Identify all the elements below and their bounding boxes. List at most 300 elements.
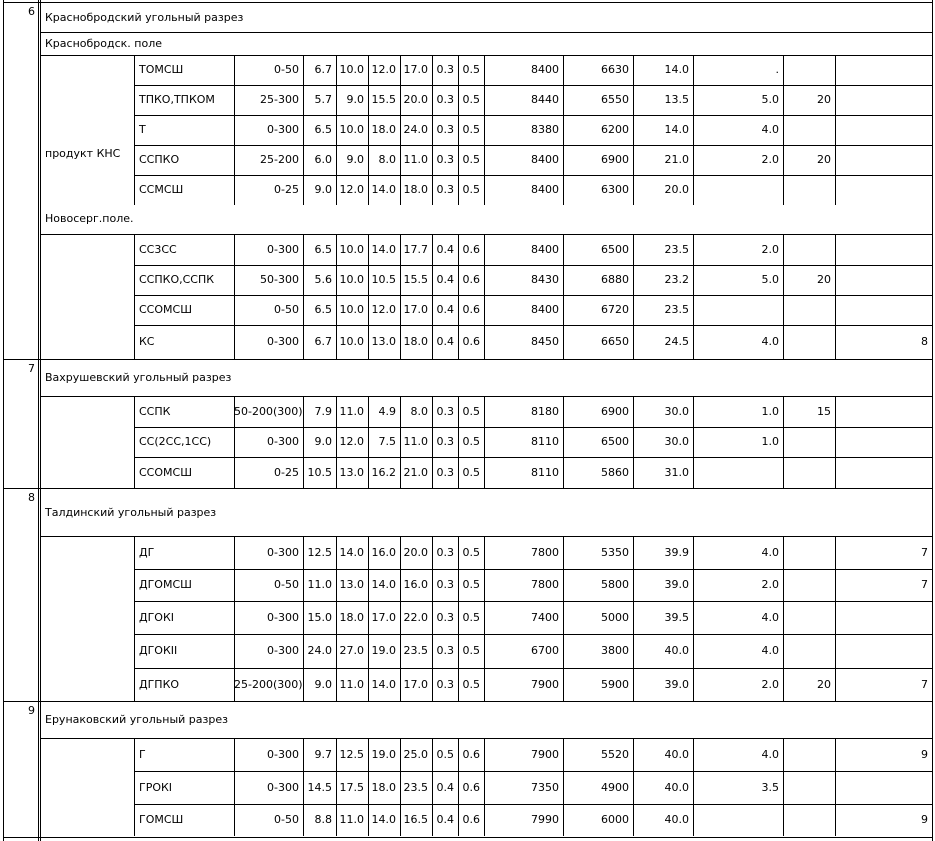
value-cell: 23.5: [664, 303, 689, 316]
column-rule: [38, 0, 39, 841]
value-cell: 30.0: [664, 435, 689, 448]
value-cell: 0.3: [436, 93, 454, 106]
value-cell: 0.3: [436, 611, 454, 624]
value-cell: 0-300: [267, 781, 299, 794]
value-cell: 8400: [531, 153, 559, 166]
value-cell: 10.0: [339, 303, 364, 316]
value-cell: 12.0: [339, 435, 364, 448]
value-cell: 16.0: [371, 546, 396, 559]
value-cell: 14.0: [371, 813, 396, 826]
section-number: 6: [28, 5, 35, 18]
value-cell: 30.0: [664, 405, 689, 418]
value-cell: 0-50: [274, 303, 299, 316]
grade-cell: ДГОКI: [139, 611, 175, 624]
value-cell: 20.0: [403, 93, 428, 106]
value-cell: 0.5: [462, 93, 480, 106]
value-cell: 40.0: [664, 748, 689, 761]
value-cell: 6650: [601, 335, 629, 348]
value-cell: 18.0: [403, 335, 428, 348]
value-cell: 0.3: [436, 123, 454, 136]
value-cell: 5520: [601, 748, 629, 761]
column-rule: [783, 738, 784, 836]
value-cell: 9.0: [346, 93, 364, 106]
value-cell: 9: [921, 748, 928, 761]
value-cell: 0-25: [274, 466, 299, 479]
value-cell: 2.0: [761, 243, 779, 256]
value-cell: 7900: [531, 678, 559, 691]
value-cell: 8.8: [314, 813, 332, 826]
grade-cell: СС3СС: [139, 243, 177, 256]
product-label: продукт КНС: [45, 147, 121, 160]
section-number: 8: [28, 491, 35, 504]
value-cell: 50-300: [260, 273, 299, 286]
value-cell: 4.0: [761, 123, 779, 136]
value-cell: 0.4: [436, 335, 454, 348]
value-cell: 5.6: [314, 273, 332, 286]
column-rule: [3, 0, 4, 841]
value-cell: 20: [817, 678, 831, 691]
value-cell: 13.5: [664, 93, 689, 106]
value-cell: 20.0: [664, 183, 689, 196]
value-cell: 0-50: [274, 578, 299, 591]
value-cell: 5860: [601, 466, 629, 479]
column-rule: [835, 536, 836, 701]
value-cell: 24.5: [664, 335, 689, 348]
value-cell: 0.5: [462, 123, 480, 136]
value-cell: 39.0: [664, 578, 689, 591]
column-rule: [835, 396, 836, 488]
value-cell: 9.0: [314, 435, 332, 448]
value-cell: 14.0: [664, 63, 689, 76]
value-cell: 0.5: [462, 546, 480, 559]
value-cell: 6000: [601, 813, 629, 826]
value-cell: 23.2: [664, 273, 689, 286]
value-cell: 8400: [531, 243, 559, 256]
value-cell: 23.5: [403, 644, 428, 657]
value-cell: 6.5: [314, 243, 332, 256]
row-rule: [134, 325, 933, 326]
value-cell: 17.0: [403, 63, 428, 76]
value-cell: 0.4: [436, 813, 454, 826]
section-title: Краснобродский угольный разрез: [45, 11, 244, 24]
value-cell: 0.4: [436, 781, 454, 794]
value-cell: 17.0: [403, 678, 428, 691]
grade-cell: ДГОМСШ: [139, 578, 192, 591]
value-cell: 18.0: [371, 123, 396, 136]
value-cell: 10.0: [339, 243, 364, 256]
value-cell: 17.7: [403, 243, 428, 256]
value-cell: 9.0: [314, 183, 332, 196]
value-cell: 18.0: [371, 781, 396, 794]
value-cell: 27.0: [339, 644, 364, 657]
value-cell: 0.6: [462, 781, 480, 794]
row-rule: [3, 701, 933, 702]
row-rule: [134, 145, 933, 146]
value-cell: 24.0: [403, 123, 428, 136]
value-cell: 25-200(300): [234, 678, 303, 691]
value-cell: 0-300: [267, 243, 299, 256]
value-cell: 31.0: [664, 466, 689, 479]
value-cell: 0.3: [436, 578, 454, 591]
value-cell: 4.0: [761, 335, 779, 348]
value-cell: 10.0: [339, 273, 364, 286]
value-cell: 0.3: [436, 644, 454, 657]
value-cell: 0.5: [462, 63, 480, 76]
grade-cell: ССОМСШ: [139, 466, 192, 479]
value-cell: 6.5: [314, 303, 332, 316]
row-rule: [134, 601, 933, 602]
value-cell: 6900: [601, 153, 629, 166]
value-cell: 6720: [601, 303, 629, 316]
value-cell: 11.0: [403, 435, 428, 448]
value-cell: 18.0: [339, 611, 364, 624]
value-cell: 50-200(300): [234, 405, 303, 418]
value-cell: 5.0: [761, 273, 779, 286]
value-cell: 0.3: [436, 466, 454, 479]
grade-cell: ТОМСШ: [139, 63, 184, 76]
row-rule: [40, 55, 933, 56]
value-cell: 3.5: [761, 781, 779, 794]
value-cell: 4.0: [761, 748, 779, 761]
value-cell: 7: [921, 578, 928, 591]
value-cell: 14.0: [371, 183, 396, 196]
value-cell: 0-300: [267, 611, 299, 624]
column-rule: [932, 0, 933, 841]
value-cell: 14.0: [371, 243, 396, 256]
column-rule: [134, 536, 135, 701]
value-cell: 0.3: [436, 63, 454, 76]
value-cell: 12.0: [339, 183, 364, 196]
column-rule: [783, 234, 784, 359]
field-label: Краснобродск. поле: [45, 37, 163, 50]
value-cell: 10.0: [339, 63, 364, 76]
value-cell: 0-300: [267, 123, 299, 136]
value-cell: 6.5: [314, 123, 332, 136]
value-cell: 6300: [601, 183, 629, 196]
grade-cell: КС: [139, 335, 155, 348]
value-cell: 21.0: [664, 153, 689, 166]
value-cell: 39.0: [664, 678, 689, 691]
value-cell: 18.0: [403, 183, 428, 196]
value-cell: 6.7: [314, 335, 332, 348]
value-cell: 25-300: [260, 93, 299, 106]
value-cell: 8: [921, 335, 928, 348]
value-cell: 7800: [531, 578, 559, 591]
value-cell: 10.5: [371, 273, 396, 286]
value-cell: 6500: [601, 243, 629, 256]
value-cell: 23.5: [403, 781, 428, 794]
value-cell: 6550: [601, 93, 629, 106]
value-cell: 8440: [531, 93, 559, 106]
value-cell: 0.6: [462, 335, 480, 348]
grade-cell: Г: [139, 748, 146, 761]
value-cell: 0.3: [436, 153, 454, 166]
value-cell: 2.0: [761, 678, 779, 691]
grade-cell: ССМСШ: [139, 183, 184, 196]
row-rule: [3, 2, 933, 3]
value-cell: 1.0: [761, 405, 779, 418]
value-cell: 0-50: [274, 813, 299, 826]
value-cell: 11.0: [339, 813, 364, 826]
value-cell: 0.5: [436, 748, 454, 761]
value-cell: .: [775, 63, 779, 76]
value-cell: 6200: [601, 123, 629, 136]
grade-cell: ДГОКII: [139, 644, 178, 657]
section-number: 7: [28, 362, 35, 375]
grade-cell: ССОМСШ: [139, 303, 192, 316]
value-cell: 5800: [601, 578, 629, 591]
value-cell: 0.4: [436, 273, 454, 286]
value-cell: 0.5: [462, 611, 480, 624]
value-cell: 6.0: [314, 153, 332, 166]
value-cell: 5.0: [761, 93, 779, 106]
grade-cell: ДГПКО: [139, 678, 180, 691]
value-cell: 22.0: [403, 611, 428, 624]
row-rule: [134, 569, 933, 570]
value-cell: 16.2: [371, 466, 396, 479]
value-cell: 12.0: [371, 63, 396, 76]
row-rule: [134, 668, 933, 669]
value-cell: 0.4: [436, 303, 454, 316]
grade-cell: ССПКО: [139, 153, 180, 166]
value-cell: 9: [921, 813, 928, 826]
value-cell: 20.0: [403, 546, 428, 559]
value-cell: 0.3: [436, 678, 454, 691]
value-cell: 0.5: [462, 405, 480, 418]
row-rule: [134, 175, 933, 176]
value-cell: 4.0: [761, 546, 779, 559]
value-cell: 3800: [601, 644, 629, 657]
row-rule: [134, 265, 933, 266]
value-cell: 19.0: [371, 748, 396, 761]
value-cell: 11.0: [339, 405, 364, 418]
value-cell: 0.6: [462, 813, 480, 826]
value-cell: 11.0: [339, 678, 364, 691]
column-rule: [40, 0, 41, 841]
value-cell: 6500: [601, 435, 629, 448]
value-cell: 13.0: [371, 335, 396, 348]
value-cell: 10.0: [339, 335, 364, 348]
value-cell: 12.5: [339, 748, 364, 761]
column-rule: [835, 55, 836, 205]
value-cell: 9.7: [314, 748, 332, 761]
value-cell: 7: [921, 546, 928, 559]
column-rule: [134, 55, 135, 205]
value-cell: 20: [817, 153, 831, 166]
row-rule: [134, 295, 933, 296]
value-cell: 8380: [531, 123, 559, 136]
section-title: Талдинский угольный разрез: [45, 506, 217, 519]
section-number: 9: [28, 704, 35, 717]
value-cell: 5000: [601, 611, 629, 624]
value-cell: 20: [817, 273, 831, 286]
value-cell: 9.0: [346, 153, 364, 166]
value-cell: 12.0: [371, 303, 396, 316]
grade-cell: ГРОКI: [139, 781, 173, 794]
row-rule: [134, 771, 933, 772]
value-cell: 1.0: [761, 435, 779, 448]
value-cell: 7900: [531, 748, 559, 761]
value-cell: 17.0: [403, 303, 428, 316]
row-rule: [134, 85, 933, 86]
value-cell: 8400: [531, 63, 559, 76]
value-cell: 40.0: [664, 781, 689, 794]
value-cell: 6880: [601, 273, 629, 286]
value-cell: 0-300: [267, 335, 299, 348]
value-cell: 15: [817, 405, 831, 418]
value-cell: 8430: [531, 273, 559, 286]
value-cell: 7350: [531, 781, 559, 794]
value-cell: 4.0: [761, 644, 779, 657]
value-cell: 15.5: [371, 93, 396, 106]
value-cell: 5900: [601, 678, 629, 691]
value-cell: 16.5: [403, 813, 428, 826]
column-rule: [134, 738, 135, 836]
value-cell: 0.3: [436, 405, 454, 418]
column-rule: [134, 396, 135, 488]
value-cell: 13.0: [339, 578, 364, 591]
column-rule: [134, 234, 135, 359]
grade-cell: ГОМСШ: [139, 813, 184, 826]
value-cell: 15.0: [307, 611, 332, 624]
value-cell: 10.5: [307, 466, 332, 479]
value-cell: 8180: [531, 405, 559, 418]
value-cell: 8110: [531, 466, 559, 479]
row-rule: [134, 804, 933, 805]
value-cell: 14.0: [339, 546, 364, 559]
value-cell: 14.0: [371, 578, 396, 591]
value-cell: 0-300: [267, 435, 299, 448]
value-cell: 8.0: [410, 405, 428, 418]
value-cell: 0.3: [436, 435, 454, 448]
row-rule: [134, 427, 933, 428]
grade-cell: ДГ: [139, 546, 155, 559]
grade-cell: ССПКО,ССПК: [139, 273, 215, 286]
grade-cell: ТПКО,ТПКОМ: [139, 93, 215, 106]
value-cell: 10.0: [339, 123, 364, 136]
value-cell: 17.0: [371, 611, 396, 624]
value-cell: 0-300: [267, 644, 299, 657]
value-cell: 8.0: [378, 153, 396, 166]
value-cell: 0.6: [462, 243, 480, 256]
value-cell: 0.6: [462, 273, 480, 286]
value-cell: 40.0: [664, 813, 689, 826]
value-cell: 0.3: [436, 183, 454, 196]
value-cell: 40.0: [664, 644, 689, 657]
section-title: Ерунаковский угольный разрез: [45, 713, 228, 726]
value-cell: 8400: [531, 183, 559, 196]
row-rule: [40, 738, 933, 739]
column-rule: [783, 536, 784, 701]
value-cell: 6.7: [314, 63, 332, 76]
value-cell: 21.0: [403, 466, 428, 479]
value-cell: 0.3: [436, 546, 454, 559]
value-cell: 0.5: [462, 678, 480, 691]
value-cell: 16.0: [403, 578, 428, 591]
value-cell: 7990: [531, 813, 559, 826]
value-cell: 0-25: [274, 183, 299, 196]
row-rule: [3, 837, 933, 838]
value-cell: 7800: [531, 546, 559, 559]
value-cell: 2.0: [761, 153, 779, 166]
grade-cell: ССПК: [139, 405, 171, 418]
row-rule: [40, 396, 933, 397]
value-cell: 6900: [601, 405, 629, 418]
value-cell: 14.5: [307, 781, 332, 794]
row-rule: [40, 234, 933, 235]
value-cell: 25-200: [260, 153, 299, 166]
value-cell: 0.5: [462, 578, 480, 591]
value-cell: 8110: [531, 435, 559, 448]
value-cell: 4.0: [761, 611, 779, 624]
value-cell: 11.0: [307, 578, 332, 591]
value-cell: 9.0: [314, 678, 332, 691]
column-rule: [783, 55, 784, 205]
value-cell: 6630: [601, 63, 629, 76]
value-cell: 8450: [531, 335, 559, 348]
value-cell: 6700: [531, 644, 559, 657]
value-cell: 13.0: [339, 466, 364, 479]
value-cell: 0.5: [462, 183, 480, 196]
value-cell: 4900: [601, 781, 629, 794]
value-cell: 19.0: [371, 644, 396, 657]
row-rule: [3, 488, 933, 489]
value-cell: 8400: [531, 303, 559, 316]
value-cell: 24.0: [307, 644, 332, 657]
value-cell: 0.5: [462, 435, 480, 448]
value-cell: 0.4: [436, 243, 454, 256]
value-cell: 0-300: [267, 748, 299, 761]
row-rule: [40, 32, 933, 33]
value-cell: 4.9: [378, 405, 396, 418]
value-cell: 7.9: [314, 405, 332, 418]
value-cell: 15.5: [403, 273, 428, 286]
row-rule: [3, 359, 933, 360]
value-cell: 0.5: [462, 466, 480, 479]
value-cell: 0.5: [462, 153, 480, 166]
value-cell: 20: [817, 93, 831, 106]
grade-cell: Т: [139, 123, 146, 136]
value-cell: 5.7: [314, 93, 332, 106]
value-cell: 0.6: [462, 303, 480, 316]
row-rule: [134, 634, 933, 635]
value-cell: 17.5: [339, 781, 364, 794]
row-rule: [40, 536, 933, 537]
grade-cell: СС(2СС,1СС): [139, 435, 212, 448]
value-cell: 25.0: [403, 748, 428, 761]
value-cell: 14.0: [371, 678, 396, 691]
value-cell: 39.5: [664, 611, 689, 624]
value-cell: 7400: [531, 611, 559, 624]
value-cell: 12.5: [307, 546, 332, 559]
value-cell: 11.0: [403, 153, 428, 166]
row-rule: [134, 115, 933, 116]
value-cell: 0-300: [267, 546, 299, 559]
value-cell: 2.0: [761, 578, 779, 591]
row-rule: [134, 457, 933, 458]
value-cell: 14.0: [664, 123, 689, 136]
value-cell: 39.9: [664, 546, 689, 559]
value-cell: 7: [921, 678, 928, 691]
section-title: Вахрушевский угольный разрез: [45, 371, 232, 384]
value-cell: 7.5: [378, 435, 396, 448]
value-cell: 0-50: [274, 63, 299, 76]
field-label: Новосерг.поле.: [45, 212, 134, 225]
value-cell: 0.5: [462, 644, 480, 657]
value-cell: 5350: [601, 546, 629, 559]
value-cell: 23.5: [664, 243, 689, 256]
value-cell: 0.6: [462, 748, 480, 761]
